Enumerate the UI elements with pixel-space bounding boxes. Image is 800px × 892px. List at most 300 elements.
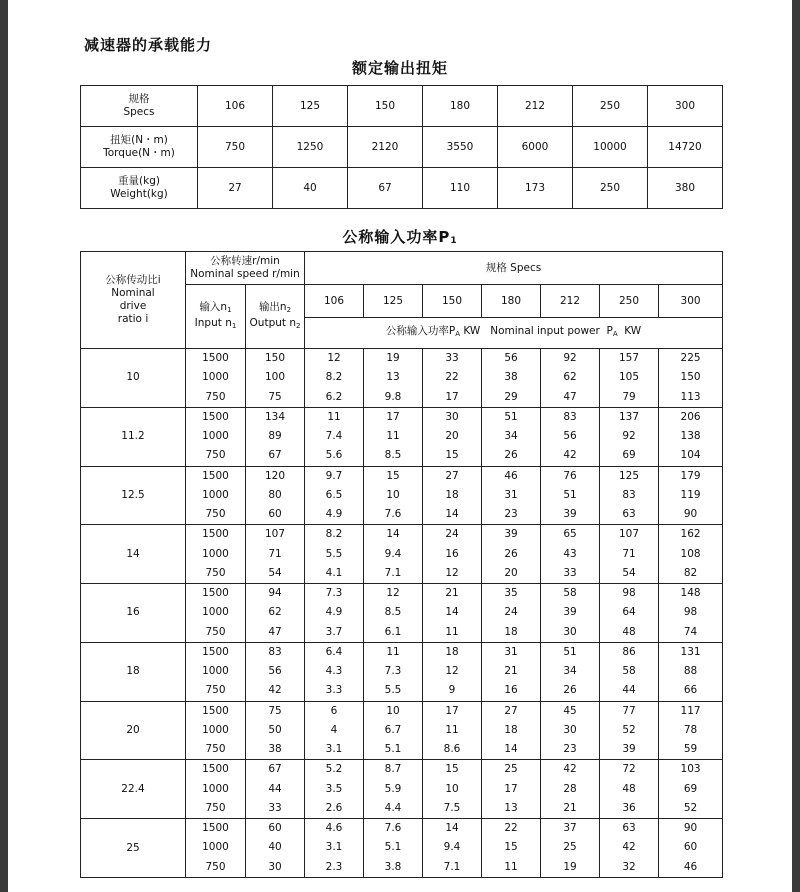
power-cell: 11 — [423, 721, 482, 740]
speed-header-cn: 公称转速r/min — [210, 255, 280, 267]
power-cell: 157 — [600, 349, 659, 369]
power-cell: 10 — [364, 486, 423, 505]
input-speed-cell: 1000 — [186, 662, 246, 681]
power-cell: 12 — [364, 584, 423, 604]
power-cell: 34 — [482, 427, 541, 446]
power-cell: 45 — [541, 701, 600, 721]
output-speed-cell: 107 — [246, 525, 305, 545]
power-cell: 27 — [423, 466, 482, 486]
power-cell: 15 — [423, 760, 482, 780]
power-cell: 33 — [541, 564, 600, 584]
power-cell: 2.6 — [305, 799, 364, 819]
power-cell: 47 — [541, 388, 600, 408]
power-cell: 7.4 — [305, 427, 364, 446]
right-frame-border — [792, 0, 800, 892]
power-cell: 6.5 — [305, 486, 364, 505]
output-speed-cell: 50 — [246, 721, 305, 740]
power-cell: 19 — [541, 858, 600, 878]
power-cell: 51 — [541, 486, 600, 505]
output-speed-cell: 60 — [246, 819, 305, 839]
power-cell: 103 — [659, 760, 723, 780]
output-speed-cell: 54 — [246, 564, 305, 584]
output-header-en: Output $n_2$ — [249, 316, 301, 330]
power-cell: 3.8 — [364, 858, 423, 878]
power-cell: 3.5 — [305, 780, 364, 799]
power-cell: 26 — [482, 446, 541, 466]
input-speed-cell: 1500 — [186, 525, 246, 545]
ratio-header-en-3: ratio i — [117, 313, 149, 325]
torque-cell: 106 — [198, 86, 273, 127]
ratio-cell: 10 — [81, 349, 186, 408]
power-cell: 6.2 — [305, 388, 364, 408]
power-cell: 4.3 — [305, 662, 364, 681]
power-cell: 6.7 — [364, 721, 423, 740]
power-cell: 12 — [423, 564, 482, 584]
row-label-cn: 扭矩(N・m) — [110, 134, 168, 146]
power-cell: 11 — [423, 623, 482, 643]
output-speed-cell: 38 — [246, 740, 305, 760]
power-cell: 21 — [541, 799, 600, 819]
spec-header-300: 300 — [659, 285, 723, 318]
input-header — [186, 285, 246, 349]
power-cell: 137 — [600, 407, 659, 427]
speed-header — [186, 252, 305, 285]
power-cell: 21 — [423, 584, 482, 604]
power-cell: 3.7 — [305, 623, 364, 643]
power-cell: 26 — [482, 545, 541, 564]
power-cell: 107 — [600, 525, 659, 545]
ratio-cell: 11.2 — [81, 407, 186, 466]
output-speed-cell: 150 — [246, 349, 305, 369]
power-cell: 42 — [541, 760, 600, 780]
power-cell: 86 — [600, 642, 659, 662]
power-cell: 7.6 — [364, 819, 423, 839]
power-cell: 25 — [541, 838, 600, 857]
output-speed-cell: 67 — [246, 760, 305, 780]
power-cell: 62 — [541, 368, 600, 387]
output-speed-cell: 47 — [246, 623, 305, 643]
power-unit-header: 公称输入功率$P_A$ KW Nominal input power $P_A$ KW — [305, 318, 723, 349]
power-cell: 15 — [364, 466, 423, 486]
power-cell: 24 — [423, 525, 482, 545]
row-label-cn: 规格 — [128, 93, 150, 105]
power-cell: 69 — [659, 780, 723, 799]
power-cell: 34 — [541, 662, 600, 681]
ratio-header-en-2: drive — [119, 300, 147, 312]
power-cell: 5.5 — [305, 545, 364, 564]
power-cell: 5.6 — [305, 446, 364, 466]
input-speed-cell: 750 — [186, 623, 246, 643]
power-table-title-sub: 1 — [450, 236, 458, 246]
power-cell: 92 — [600, 427, 659, 446]
power-cell: 7.6 — [364, 505, 423, 525]
torque-cell: 212 — [498, 86, 573, 127]
output-speed-cell: 40 — [246, 838, 305, 857]
output-speed-cell: 30 — [246, 858, 305, 878]
power-cell: 9 — [423, 681, 482, 701]
power-cell: 14 — [364, 525, 423, 545]
input-speed-cell: 1500 — [186, 466, 246, 486]
power-cell: 14 — [482, 740, 541, 760]
power-cell: 77 — [600, 701, 659, 721]
power-cell: 39 — [541, 603, 600, 622]
output-speed-cell: 67 — [246, 446, 305, 466]
torque-row — [81, 168, 723, 209]
power-cell: 11 — [482, 858, 541, 878]
power-cell: 82 — [659, 564, 723, 584]
power-cell: 23 — [482, 505, 541, 525]
power-cell: 17 — [482, 780, 541, 799]
power-cell: 125 — [600, 466, 659, 486]
power-cell: 26 — [541, 681, 600, 701]
torque-row-label — [81, 86, 198, 127]
power-table-title-text: 公称输入功率P — [342, 228, 451, 246]
input-speed-cell: 1500 — [186, 760, 246, 780]
power-cell: 43 — [541, 545, 600, 564]
output-speed-cell: 42 — [246, 681, 305, 701]
power-cell: 11 — [364, 642, 423, 662]
power-cell: 8.2 — [305, 525, 364, 545]
power-cell: 14 — [423, 505, 482, 525]
output-speed-cell: 71 — [246, 545, 305, 564]
input-speed-cell: 750 — [186, 505, 246, 525]
input-speed-cell: 750 — [186, 740, 246, 760]
power-cell: 59 — [659, 740, 723, 760]
power-cell: 56 — [541, 427, 600, 446]
power-cell: 138 — [659, 427, 723, 446]
power-cell: 44 — [600, 681, 659, 701]
power-cell: 6 — [305, 701, 364, 721]
power-table-title — [0, 226, 800, 247]
power-cell: 46 — [482, 466, 541, 486]
power-cell: 33 — [423, 349, 482, 369]
torque-cell: 67 — [348, 168, 423, 209]
power-cell: 38 — [482, 368, 541, 387]
speed-header-en: Nominal speed r/min — [190, 268, 300, 280]
ratio-cell: 20 — [81, 701, 186, 760]
power-cell: 18 — [423, 642, 482, 662]
power-cell: 104 — [659, 446, 723, 466]
input-speed-cell: 750 — [186, 388, 246, 408]
power-cell: 64 — [600, 603, 659, 622]
power-cell: 69 — [600, 446, 659, 466]
power-cell: 4.4 — [364, 799, 423, 819]
output-header-cn: 输出$n_2$ — [258, 300, 292, 314]
torque-row-label — [81, 127, 198, 168]
output-speed-cell: 62 — [246, 603, 305, 622]
power-cell: 4 — [305, 721, 364, 740]
power-cell: 48 — [600, 623, 659, 643]
output-header — [246, 285, 305, 349]
power-cell: 63 — [600, 505, 659, 525]
torque-cell: 380 — [648, 168, 723, 209]
power-cell: 21 — [482, 662, 541, 681]
output-speed-cell: 134 — [246, 407, 305, 427]
power-cell: 16 — [482, 681, 541, 701]
power-cell: 117 — [659, 701, 723, 721]
power-cell: 7.1 — [423, 858, 482, 878]
power-cell: 9.7 — [305, 466, 364, 486]
output-speed-cell: 56 — [246, 662, 305, 681]
table-row — [81, 349, 723, 369]
ratio-cell: 22.4 — [81, 760, 186, 819]
power-cell: 31 — [482, 486, 541, 505]
output-speed-cell: 33 — [246, 799, 305, 819]
power-cell: 58 — [600, 662, 659, 681]
input-speed-cell: 1000 — [186, 368, 246, 387]
power-cell: 35 — [482, 584, 541, 604]
torque-row-label — [81, 168, 198, 209]
power-cell: 9.8 — [364, 388, 423, 408]
output-speed-cell: 80 — [246, 486, 305, 505]
output-speed-cell: 94 — [246, 584, 305, 604]
output-speed-cell: 83 — [246, 642, 305, 662]
power-cell: 88 — [659, 662, 723, 681]
power-cell: 30 — [541, 721, 600, 740]
output-speed-cell: 60 — [246, 505, 305, 525]
input-speed-cell: 1500 — [186, 642, 246, 662]
output-speed-cell: 89 — [246, 427, 305, 446]
power-cell: 17 — [423, 701, 482, 721]
row-label-en: Weight(kg) — [110, 188, 168, 200]
power-cell: 39 — [482, 525, 541, 545]
row-label-en: Torque(N・m) — [103, 147, 175, 159]
torque-cell: 750 — [198, 127, 273, 168]
power-cell: 6.4 — [305, 642, 364, 662]
spec-header-212: 212 — [541, 285, 600, 318]
power-cell: 74 — [659, 623, 723, 643]
power-cell: 3.1 — [305, 838, 364, 857]
torque-cell: 1250 — [273, 127, 348, 168]
output-speed-cell: 75 — [246, 388, 305, 408]
input-speed-cell: 1500 — [186, 701, 246, 721]
input-speed-cell: 750 — [186, 799, 246, 819]
power-cell: 7.5 — [423, 799, 482, 819]
torque-cell: 300 — [648, 86, 723, 127]
power-cell: 51 — [541, 642, 600, 662]
input-speed-cell: 750 — [186, 564, 246, 584]
power-cell: 5.1 — [364, 740, 423, 760]
power-cell: 162 — [659, 525, 723, 545]
power-cell: 15 — [482, 838, 541, 857]
output-speed-cell: 44 — [246, 780, 305, 799]
power-cell: 5.2 — [305, 760, 364, 780]
input-header-en: Input $n_1$ — [194, 316, 237, 330]
power-cell: 76 — [541, 466, 600, 486]
section-title: 减速器的承载能力 — [84, 36, 213, 54]
power-cell: 6.1 — [364, 623, 423, 643]
table-row — [81, 701, 723, 721]
torque-cell: 173 — [498, 168, 573, 209]
input-speed-cell: 1500 — [186, 407, 246, 427]
power-cell: 18 — [482, 623, 541, 643]
power-cell: 13 — [482, 799, 541, 819]
power-cell: 98 — [600, 584, 659, 604]
input-speed-cell: 1500 — [186, 584, 246, 604]
power-cell: 12 — [305, 349, 364, 369]
torque-cell: 125 — [273, 86, 348, 127]
power-cell: 30 — [423, 407, 482, 427]
power-table — [80, 251, 723, 878]
power-cell: 24 — [482, 603, 541, 622]
power-cell: 5.9 — [364, 780, 423, 799]
torque-cell: 150 — [348, 86, 423, 127]
torque-table-title: 额定输出扭矩 — [351, 59, 448, 77]
power-cell: 11 — [305, 407, 364, 427]
input-speed-cell: 750 — [186, 446, 246, 466]
power-cell: 19 — [364, 349, 423, 369]
power-cell: 16 — [423, 545, 482, 564]
input-speed-cell: 750 — [186, 681, 246, 701]
power-cell: 9.4 — [364, 545, 423, 564]
power-cell: 79 — [600, 388, 659, 408]
ratio-cell: 14 — [81, 525, 186, 584]
power-cell: 72 — [600, 760, 659, 780]
power-cell: 25 — [482, 760, 541, 780]
power-cell: 30 — [541, 623, 600, 643]
torque-cell: 2120 — [348, 127, 423, 168]
power-cell: 90 — [659, 819, 723, 839]
input-speed-cell: 1000 — [186, 545, 246, 564]
input-speed-cell: 1000 — [186, 780, 246, 799]
input-speed-cell: 1000 — [186, 486, 246, 505]
table-row — [81, 584, 723, 604]
power-cell: 18 — [482, 721, 541, 740]
power-cell: 5.1 — [364, 838, 423, 857]
power-cell: 11 — [364, 427, 423, 446]
power-cell: 58 — [541, 584, 600, 604]
power-cell: 18 — [423, 486, 482, 505]
power-cell: 17 — [423, 388, 482, 408]
power-cell: 90 — [659, 505, 723, 525]
power-cell: 8.6 — [423, 740, 482, 760]
torque-cell: 250 — [573, 168, 648, 209]
torque-cell: 27 — [198, 168, 273, 209]
row-label-en: Specs — [123, 106, 155, 118]
power-cell: 17 — [364, 407, 423, 427]
power-cell: 4.1 — [305, 564, 364, 584]
power-cell: 52 — [600, 721, 659, 740]
power-cell: 20 — [423, 427, 482, 446]
power-cell: 12 — [423, 662, 482, 681]
power-cell: 206 — [659, 407, 723, 427]
power-cell: 10 — [364, 701, 423, 721]
power-cell: 2.3 — [305, 858, 364, 878]
power-cell: 225 — [659, 349, 723, 369]
torque-cell: 40 — [273, 168, 348, 209]
power-cell: 8.5 — [364, 446, 423, 466]
torque-row — [81, 86, 723, 127]
torque-cell: 10000 — [573, 127, 648, 168]
power-cell: 65 — [541, 525, 600, 545]
power-cell: 32 — [600, 858, 659, 878]
table-row — [81, 819, 723, 839]
ratio-header — [81, 252, 186, 349]
power-cell: 15 — [423, 446, 482, 466]
power-cell: 7.3 — [305, 584, 364, 604]
input-speed-cell: 750 — [186, 858, 246, 878]
power-cell: 7.1 — [364, 564, 423, 584]
power-cell: 31 — [482, 642, 541, 662]
torque-cell: 110 — [423, 168, 498, 209]
input-speed-cell: 1000 — [186, 721, 246, 740]
output-speed-cell: 75 — [246, 701, 305, 721]
power-cell: 48 — [600, 780, 659, 799]
power-cell: 105 — [600, 368, 659, 387]
input-speed-cell: 1000 — [186, 838, 246, 857]
torque-cell: 250 — [573, 86, 648, 127]
power-cell: 131 — [659, 642, 723, 662]
power-cell: 83 — [600, 486, 659, 505]
power-cell: 9.4 — [423, 838, 482, 857]
input-speed-cell: 1500 — [186, 349, 246, 369]
ratio-header-cn: 公称传动比i — [105, 274, 161, 286]
input-header-cn: 输入$n_1$ — [199, 300, 232, 314]
power-cell: 20 — [482, 564, 541, 584]
power-cell: 46 — [659, 858, 723, 878]
power-cell: 37 — [541, 819, 600, 839]
power-cell: 39 — [541, 505, 600, 525]
spec-header-180: 180 — [482, 285, 541, 318]
power-cell: 29 — [482, 388, 541, 408]
power-cell: 22 — [482, 819, 541, 839]
input-speed-cell: 1000 — [186, 603, 246, 622]
left-frame-border — [0, 0, 8, 892]
power-cell: 119 — [659, 486, 723, 505]
row-label-cn: 重量(kg) — [118, 175, 160, 187]
power-cell: 71 — [600, 545, 659, 564]
power-cell: 39 — [600, 740, 659, 760]
spec-header-150: 150 — [423, 285, 482, 318]
table-row — [81, 642, 723, 662]
ratio-cell: 12.5 — [81, 466, 186, 525]
power-cell: 42 — [541, 446, 600, 466]
spec-header-250: 250 — [600, 285, 659, 318]
power-cell: 23 — [541, 740, 600, 760]
power-cell: 3.3 — [305, 681, 364, 701]
input-speed-cell: 1000 — [186, 427, 246, 446]
power-cell: 83 — [541, 407, 600, 427]
power-cell: 54 — [600, 564, 659, 584]
table-row — [81, 466, 723, 486]
power-cell: 14 — [423, 819, 482, 839]
power-cell: 8.5 — [364, 603, 423, 622]
specs-header: 规格 Specs — [305, 252, 723, 285]
power-cell: 113 — [659, 388, 723, 408]
power-cell: 8.7 — [364, 760, 423, 780]
power-cell: 14 — [423, 603, 482, 622]
power-cell: 27 — [482, 701, 541, 721]
power-cell: 179 — [659, 466, 723, 486]
output-speed-cell: 120 — [246, 466, 305, 486]
power-cell: 3.1 — [305, 740, 364, 760]
output-speed-cell: 100 — [246, 368, 305, 387]
spec-header-106: 106 — [305, 285, 364, 318]
power-cell: 10 — [423, 780, 482, 799]
input-speed-cell: 1500 — [186, 819, 246, 839]
ratio-header-en-1: Nominal — [111, 287, 155, 299]
power-cell: 22 — [423, 368, 482, 387]
power-cell: 5.5 — [364, 681, 423, 701]
table-row — [81, 407, 723, 427]
power-cell: 78 — [659, 721, 723, 740]
power-cell: 52 — [659, 799, 723, 819]
power-cell: 4.6 — [305, 819, 364, 839]
ratio-cell: 25 — [81, 819, 186, 878]
power-cell: 66 — [659, 681, 723, 701]
power-cell: 7.3 — [364, 662, 423, 681]
spec-header-125: 125 — [364, 285, 423, 318]
